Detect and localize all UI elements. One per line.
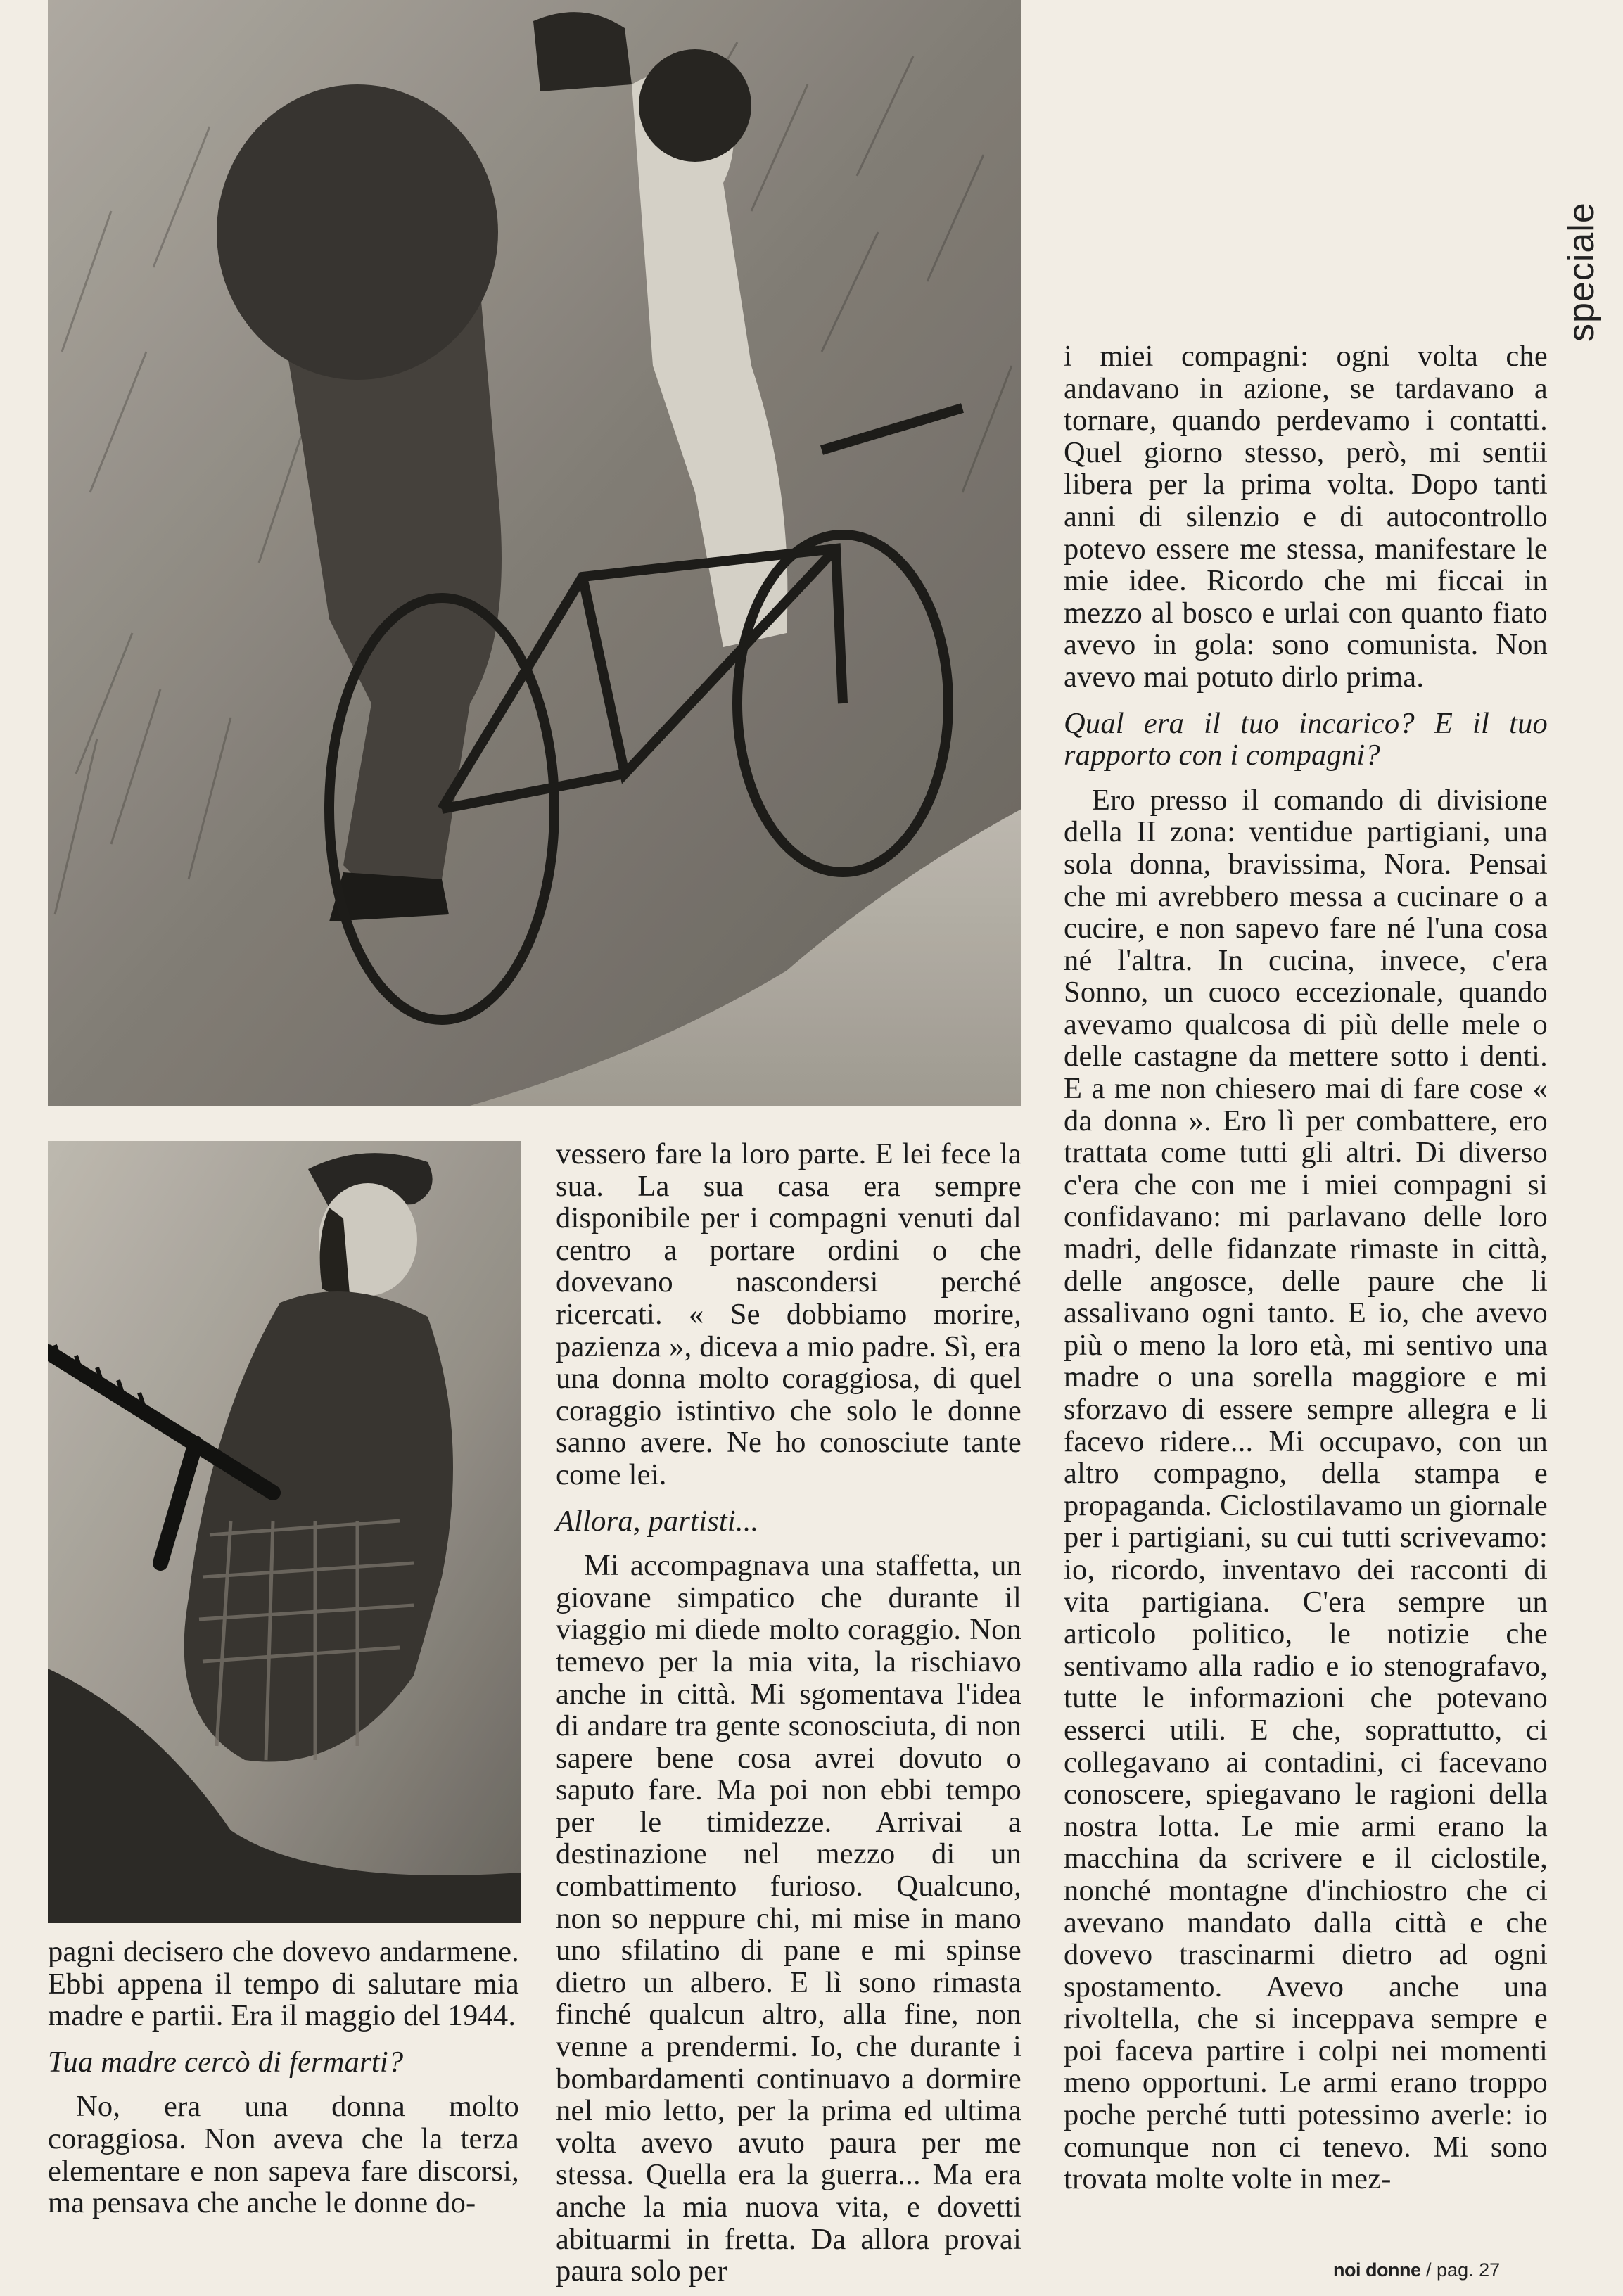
interview-question: Qual era il tuo incarico? E il tuo rapporto con i compagni? [1064,706,1548,772]
photo-partisans-bicycle-image [48,0,1021,1106]
interview-question: Allora, partisti... [556,1504,759,1538]
photo-partisans-bicycle [48,0,1021,1106]
footer-separator: / [1426,2259,1432,2281]
interview-question: Tua madre cercò di fermarti? [48,2045,404,2079]
article-paragraph: No, era una donna molto coraggiosa. Non aveva che la terza elementare e non sapeva fare discorsi, ma pensava che anche le donne do- [48,2090,519,2220]
page-number: pag. 27 [1437,2259,1501,2281]
article-column-2 [556,1137,1021,2288]
section-tag-speciale: speciale [1561,202,1602,342]
article-column-3 [1064,340,1548,2240]
footer-brand: noi donne [1333,2259,1421,2281]
photo-partisan-woman-machine-gun-image [48,1141,521,1923]
article-paragraph: Ero presso il comando di divisione della II zona: ventidue partigiani, una sola donna, bravissima, Nora. Pensai che mi avrebbero messa a cucinare o a cucire, e non sapevo fare né l'una cosa né l'altra. In cucina, invece, c'era Sonno, un cuoco eccezionale, quando avevamo qualcosa di più delle mele o delle castagne da mettere sotto i denti. E a me non chiesero mai di fare cose « da donna ». Ero lì per combattere, ero trattata come tutti gli altri. Di diverso c'era che con me i miei compagni si confidavano: mi parlavano delle loro madri, delle fidanzate rimaste in città, delle angosce, delle paure che li assalivano ogni tanto. E io, che avevo più o meno la loro età, mi sentivo una madre o una sorella maggiore e mi sforzavo di essere sempre allegra e li facevo ridere... Mi occupavo, con un altro compagno, della stampa e propaganda. Ciclostilavamo un giornale per i partigiani, su cui tutti scrivevamo: io, ricordo, inventavo dei racconti di vita partigiana. C'era sempre un articolo politico, le notizie che sentivamo alla radio e io stenografavo, tutte le informazioni che potevano esserci utili. E che, soprattutto, ci collegavano ai contadini, ci facevano conoscere, spiegavano le ragioni della nostra lotta. Le mie armi erano la macchina da scrivere e il ciclostile, nonché montagne d'inchiostro che ci avevano mandato dalla città e che dovevo trascinarmi dietro ad ogni spostamento. Avevo anche una rivoltella, che si inceppava sempre e poi faceva partire i colpi nei momenti meno opportuni. Le armi erano troppo poche perché tutti potessimo averle: io comunque non ci tenevo. Mi sono trovata molte volte in mez- [1064,783,1548,2196]
article-column-1 [48,1936,519,2231]
article-paragraph: vessero fare la loro parte. E lei fece la sua. La sua casa era sempre disponibile per i compagni venuti dal centro a portare ordini o che dovevano nascondersi perché ricercati. « Se dobbiamo morire, pazienza », diceva a mio padre. Sì, era una donna molto coraggiosa, di quel coraggio istintivo che solo le donne sanno avere. Ne ho conosciute tante come lei. [556,1137,1021,1491]
page-footer [1333,2259,1500,2281]
article-paragraph: Mi accompagnava una staffetta, un giovane simpatico che durante il viaggio mi diede molto coraggio. Non temevo per la mia vita, la rischiavo anche in città. Mi sgomentava l'idea di andare tra gente sconosciuta, di non sapere bene cosa avrei dovuto o saputo fare. Ma poi non ebbi tempo per le timidezze. Arrivai a destinazione nel mezzo di un combattimento furioso. Qualcuno, non so neppure chi, mi mise in mano uno sfilatino di pane e mi spinse dietro un albero. E lì sono rimasta finché qualcun altro, alla fine, non venne a prendermi. Io, che durante i bombardamenti continuavo a dormire nel mio letto, per la prima ed ultima volta avevo avuto paura per me stessa. Quella era la guerra... Ma era anche la mia nuova vita, e dovetti abituarmi in fretta. Da allora provai paura solo per [556,1549,1021,2288]
article-paragraph: i miei compagni: ogni volta che andavano in azione, se tardavano a tornare, quando perdevamo i contatti. Quel giorno stesso, però, mi sentii libera per la prima volta. Dopo tanti anni di silenzio e di autocontrollo potevo essere me stessa, manifestare le mie idee. Ricordo che mi ficcai in mezzo al bosco e urlai con quanto fiato avevo in gola: sono comunista. Non avevo mai potuto dirlo prima. [1064,340,1548,694]
article-paragraph: pagni decisero che dovevo andarmene. Ebbi appena il tempo di salutare mia madre e partii. Era il maggio del 1944. [48,1935,519,2033]
photo-partisan-woman-machine-gun [48,1141,521,1923]
